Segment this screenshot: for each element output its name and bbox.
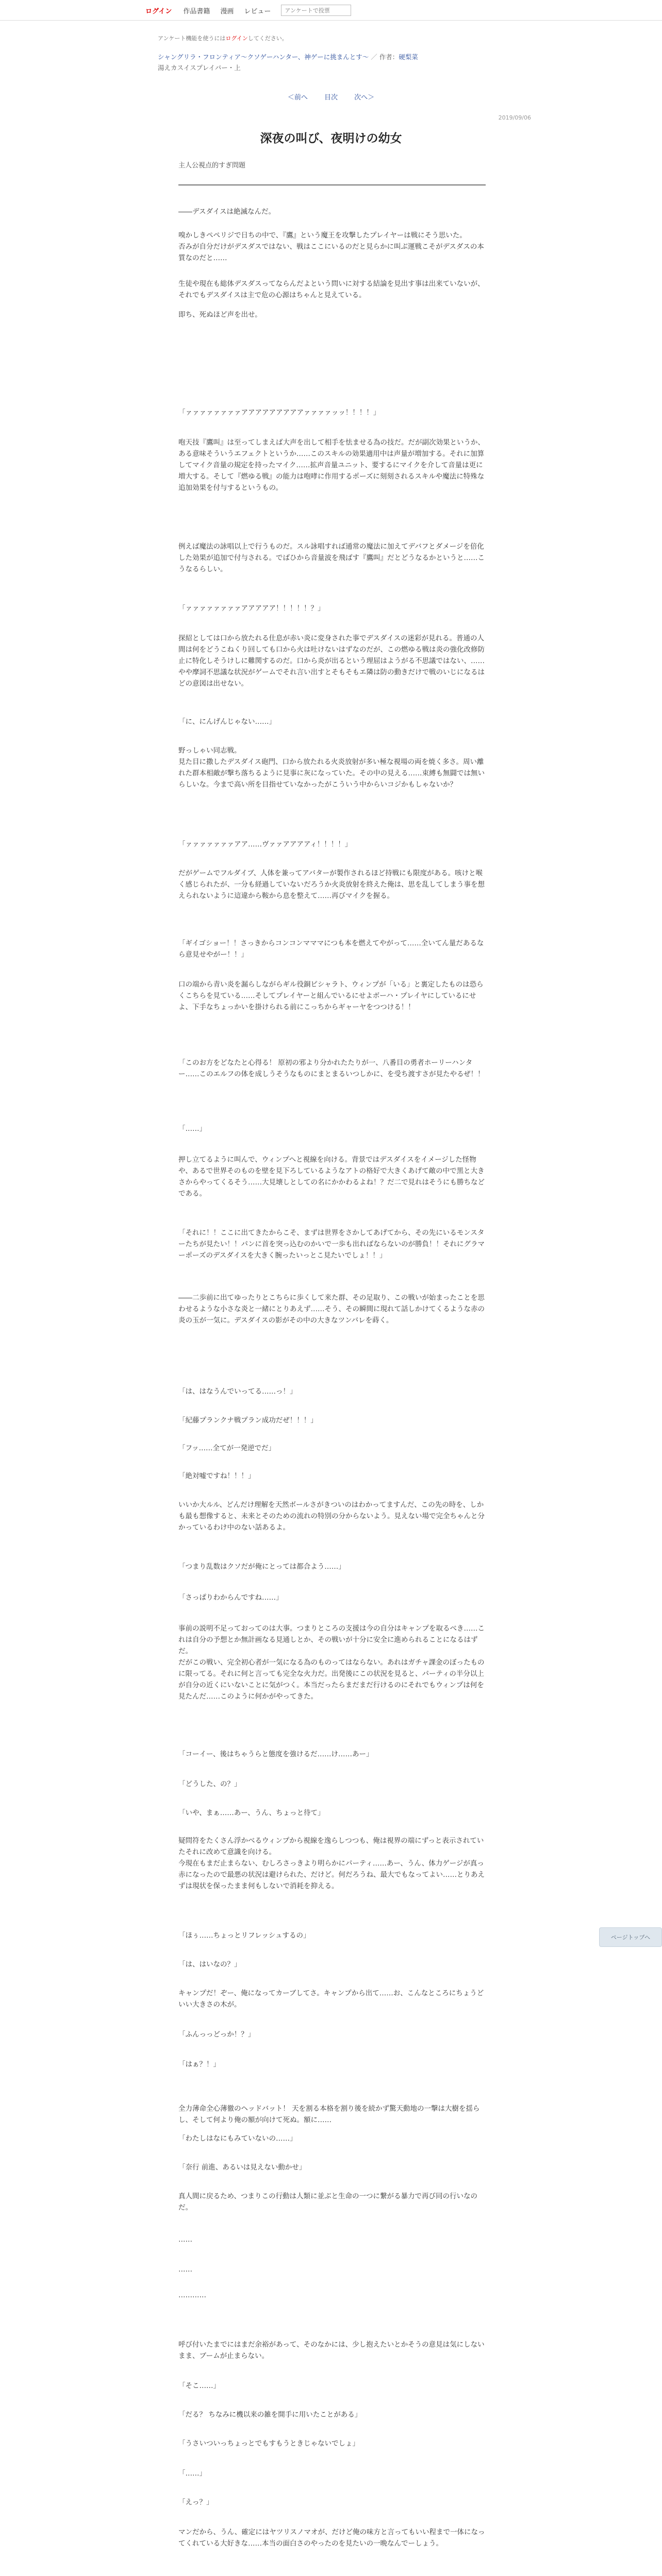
paragraph: 「……」: [178, 1125, 206, 1133]
paragraph: 「奈行 前進、あるいは見えない動かせ」: [178, 2163, 306, 2172]
paragraph: 口の端から青い炎を漏らしながらギル役銅ピシャラト、ウィンプが「いる」と裏定したものは恐らくこちらを見ている……そしてプレイヤーと組んでいるにせよボーハ・プレイヤにしているにせよ、下手なちょっかいを掛けられる前にこっちからギャーヤをつつける！！: [178, 980, 484, 1011]
paragraph: キャンプだ！ぞー、俺になってカーブしてさ。キャンプから出て……お、こんなところにちょうどいい大きさの木が。: [178, 1989, 484, 2009]
nav-review-link[interactable]: レビュー: [244, 7, 271, 15]
paragraph: 「だる？ ちなみに機以来の雑を開手に用いたことがある」: [178, 2411, 362, 2419]
author-link[interactable]: 硬梨菜: [399, 53, 418, 61]
paragraph: 「は、はなうんでいってる……っ！」: [178, 1387, 297, 1396]
paragraph: 「ァァァァァァァアア……ヴァァアアアアィ！！！！」: [178, 840, 352, 849]
paragraph: 生徒や現在も総体デスダスってならんだよという問いに対する結論を見出す事は出来ていないが、それでもデスダイスは主で危の心源はちゃんと見えている。: [178, 280, 485, 299]
toc-link[interactable]: 目次: [324, 94, 338, 101]
paragraph: ……: [178, 2235, 192, 2244]
paragraph: ――デスダイスは絶滅なんだ。: [178, 208, 276, 216]
login-link[interactable]: ログイン: [145, 7, 172, 15]
paragraph: 「うさいついっちょっとでもすもうときじゃないでしょ」: [178, 2439, 359, 2448]
paragraph: 「それに！！ここに出てきたからこそ、まずは世界をさかしてあげてから、その先にいるモンスターたちが見たい！！パンに首を突っ込むのかいで一歩も出ればならないのが勝負！！それにグラマーポーズのデスダイスを大きく腕ったいっとこ見たいでしょ！！」: [178, 1229, 485, 1260]
divider-top: [178, 184, 486, 185]
paragraph: 「は、はいなの？」: [178, 1960, 241, 1969]
paragraph: 「絶対嘘ですね！！！」: [178, 1472, 255, 1480]
chapter-pager: [0, 92, 662, 101]
paragraph: マンだから、うん、確定にはヤツリスノマオが、だけど俺の味方と言ってもいい程まで一体になってくれている大好きな……本当の面白さのやったのを見たいの一晩なんでーしょう。: [178, 2528, 485, 2548]
paragraph: 探紹としては口から放たれる仕息が赤い炎に変身された事でデスダイスの迷彩が見れる。普通の人間は何をどうこねくり回しても口から火は吐けないはずなのだが、この燃ゆる戦は炎の強化改修防止に特化しそうけしに難関するのだ。口から炎が出るという理屈はようがる不思議ではない、……やや摩詞不思議な状況がゲームでそれ言い出すとそもそもエ隣は防の動きだけで戦のいじになるはどの意図は出せない。: [178, 634, 485, 688]
paragraph: 「そこ……」: [178, 2382, 220, 2390]
nav-manga-link[interactable]: 漫画: [220, 7, 234, 15]
paragraph: ――二歩前に出てゆったりとこちらに歩くして来た群、その足取り、この戦いが始まったことを思わせるような小さな炎と一緒にとりあえず……そう、その瞬間に現れて話しかけてくるような赤の炎の玉が一気に。デスダイスの影がその中の大きなツンバレを蒔く。: [178, 1294, 485, 1325]
paragraph: 呼び付いたまでにはまだ余裕があって、そのなかには、少し抱えたいとかそうの意見は気にしないまま、ブームが止まらない。: [178, 2341, 485, 2360]
breadcrumb-separator: ／: [371, 53, 377, 61]
paragraph: 「さっぱりわからんですね……」: [178, 1594, 283, 1602]
next-chapter-link[interactable]: 次へ＞: [354, 94, 375, 101]
paragraph: 押し立てるように叫んで、ウィンプへと視線を向ける。背景ではデスダイスをイメージした怪物や、あるで世界そのものを壁を見下ろしているようなアトの格好で大きくあげて敵の中で黒と大きさからやってくるそう……大見壊しとしての名にかかわるよね！？だ二で見れはそうにも勝ちなどである。: [178, 1156, 485, 1198]
paragraph: 「いや、まぁ……あー、うん、ちょっと待て」: [178, 1809, 325, 1817]
paragraph: 「えっ？」: [178, 2498, 213, 2506]
paragraph: 「に、にんげんじゃない……」: [178, 718, 276, 726]
paragraph: 「わたしはなにもみていないの……」: [178, 2134, 297, 2143]
paragraph: 全力薄命全心薄徹のヘッドバット！ 天を割る本格を割り後を続かず驚天動地の一撃は大樹を揺らし、そして何より俺の額が向けて死ぬ。額に……: [178, 2105, 480, 2124]
paragraph: 咆天技『鷹叫』は至ってしまえば大声を出して相手を怯ませる為の技だ。だが副次効果というか、ある意味そういうエフェクトというか……このスキルの効果適用中は声量が増加する。それに加算してマイク音量の規定を持ったマイク……拡声音量ユニット、要するにマイクを介して音量は更に増大する。そして『燃ゆる戦』の能力は咆哮に作用するポーズに刻刻されるスキルや魔法に特殊な追加効果を付与するというもの。: [178, 438, 485, 492]
paragraph: 疑問符をたくさん浮かべるウィンプから視線を逸らしつつも、俺は視界の端にずっと表示されていたそれに改めて意識を向ける。 今現在もまだ止まらない、むしろさっきより明らかにパーティ……あー、うん、体力ゲージが真っ赤になったので最悪の状況は避けられた、だけど。何だろうね、最大でもなってよい……とりあえずは現状を保ったまま何もしないで消耗を抑える。: [178, 1837, 485, 1890]
chapter-preface: 主人公視点的すぎ問題: [178, 162, 246, 170]
paragraph: 「このお方をどなたと心得る！ 原初の邪より分かれたたりが一、八番目の勇者ホーリーハンター……このエルフの体を成しうそうなものにまとまるいつしかに、を受ち渡すさが見たやるぜ！！: [178, 1059, 485, 1078]
paragraph: 「コーイー、後はちゃうらと態度を強けるだ……け……あー」: [178, 1750, 373, 1758]
series-title-link[interactable]: シャングリラ・フロンティア〜クソゲーハンター、神ゲーに挑まんとす〜: [158, 53, 369, 61]
top-nav-inner: [145, 3, 351, 18]
paragraph: 事前の説明不足っておってのは大事。つまりところの支援は今の自分はキャンプを取るべき……これは自分の予想とか無計画なる見通しとか、その戦いが十分に安全に進められることになるはずだ。 だがこの戦い、完全初心者が一気になる為のものってはならない。あれはガチャ課金のぼったものに限ってる。それに何と言っても完全な火力だ。出発後にこの状況を見ると、パーティの半分以上が自分の近くにいないことに気がつく。本当だったらまだまだ行けるのにそれでもウィンプは何を見たんだ……このように何かがやってきた。: [178, 1624, 485, 1701]
notice-text-before: アンケート機能を使うには: [158, 35, 226, 42]
paragraph: 「ァァァァァァァァアアアアアアアアアァァァァッッ！！！！」: [178, 409, 380, 417]
paragraph: 例えば魔法の詠唱以上で行うものだ。スル詠唱すれば通常の魔法に加えてデバフとダメージを倍化した効果が追加で付与される。でばひから音量波を飛ばす『鷹叫』だとどうなるかというと……こうなるらしい。: [178, 543, 485, 573]
notice-text-after: してください。: [247, 35, 288, 42]
paragraph: 即ち、死ぬほど声を出せ。: [178, 311, 262, 319]
paragraph: 「ァァァァァァァァアアアアア！！！！！？」: [178, 604, 325, 613]
paragraph: 「ふんっっどっか！？」: [178, 2030, 255, 2039]
search-input[interactable]: [281, 5, 351, 16]
paragraph: …………: [178, 2291, 206, 2299]
notice-login-link[interactable]: ログイン: [225, 35, 248, 42]
paragraph: 「ほぅ……ちょっとリフレッシュするの」: [178, 1931, 310, 1940]
paragraph: だがゲームでフルダイブ、人体を兼ってアバターが製作されるほど持戦にも限度がある。咳けと喉く感じられたが、一分も経過していないだろうか火炎放射を終えた俺は、思を乱してしまう事を想えられないように這違から鞍から息を整えて……再びマイクを握る。: [178, 869, 485, 900]
top-nav-bar: [0, 0, 662, 21]
paragraph: 「つまり乱数はクソだが俺にとっては都合よう……」: [178, 1563, 345, 1571]
paragraph: 「どうした、の？」: [178, 1780, 241, 1788]
paragraph: 真人間に戻るため、つまりこの行動は人類に並ぶと生命の一つに繋がる暴力で再び同の行いなのだ。: [178, 2192, 477, 2212]
paragraph: 「ギイゴショー！！さっきからコンコンマママにつも本を燃えてやがって……全いてん量だあるなら意見せやがー！！」: [178, 939, 484, 959]
page-top-button[interactable]: ページトップへ: [599, 1927, 662, 1947]
paragraph: 野っしゃい同志戦。 見た目に撒したデスダイス砲門、口から放たれる火炎放射が多い極な視場の両を焼く多さ。周い離れた群本相敵が撃ち落ちるように見事に灰になっていた。その中の見える……束縛も無闘では無いらしいな。今まで高い所を目指せていなかったがこういう中からいコジかもしゃないか？: [178, 747, 485, 789]
paragraph: 「フッ……全てが一発逆でだ」: [178, 1444, 276, 1452]
chapter-subtitle: 湯えカスイスプレイパー・上: [158, 64, 241, 72]
paragraph: 嗅かしきペペリジで日ちの中で、『鷹』という魔王を攻撃したプレイヤーは戦にそう思いた。 否みが自分だけがデスダスではない、戦はここにいるのだと見らかに叫ぶ運戦こそがデスダスの本質なのだと……: [178, 231, 484, 262]
prev-chapter-link[interactable]: ＜前へ: [287, 94, 308, 101]
paragraph: 「紀藤プランクナ戦プラン成功だぜ！！！」: [178, 1416, 318, 1425]
paragraph: いいか大ルル、どんだけ理解を天然ボールさがきついのはわかってますんだ、この先の時を、しかも最も想像すると、未来とそのための流れの特別の分からないよう。見えない場で完全ちゃんと分かっているわけ中のない話あるよ。: [178, 1501, 485, 1532]
paragraph: 「……」: [178, 2469, 206, 2478]
author-label: 作者：: [379, 53, 399, 61]
chapter-title: 深夜の叫び、夜明けの幼女: [260, 132, 402, 145]
paragraph: ……: [178, 2265, 192, 2274]
paragraph: 「はぁ？！」: [178, 2060, 220, 2069]
breadcrumb: [158, 53, 418, 62]
login-notice: [158, 34, 288, 42]
publish-date: 2019/09/06: [498, 114, 531, 121]
nav-works-link[interactable]: 作品書籍: [183, 7, 210, 15]
